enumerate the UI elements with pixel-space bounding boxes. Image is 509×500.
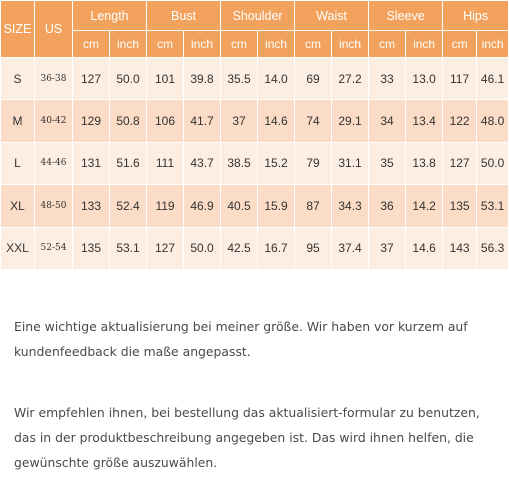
shoulder-header: Shoulder [221, 1, 295, 31]
size-chart-body [1, 58, 509, 270]
measurement-cell: 56.3 [477, 227, 509, 269]
size-header: SIZE [1, 1, 35, 58]
us-size-cell: 48-50 [35, 185, 73, 227]
measurement-cell: 15.9 [258, 185, 295, 227]
unit-row [1, 31, 509, 58]
size-cell: S [1, 58, 35, 100]
measurement-cell: 143 [443, 227, 477, 269]
measurement-cell: 48.0 [477, 100, 509, 142]
measurement-cell: 34.3 [332, 185, 369, 227]
measurement-cell: 79 [295, 142, 332, 184]
measurement-cell: 14.6 [406, 227, 443, 269]
unit-header: inch [332, 31, 369, 58]
measurement-cell: 29.1 [332, 100, 369, 142]
measurement-cell: 53.1 [110, 227, 147, 269]
table-row [1, 227, 509, 269]
size-cell: L [1, 142, 35, 184]
measurement-cell: 74 [295, 100, 332, 142]
measurement-cell: 35 [369, 142, 406, 184]
measurement-cell: 51.6 [110, 142, 147, 184]
measurement-cell: 14.6 [258, 100, 295, 142]
measurement-cell: 36 [369, 185, 406, 227]
measurement-cell: 27.2 [332, 58, 369, 100]
measurement-cell: 135 [73, 227, 110, 269]
measurement-cell: 16.7 [258, 227, 295, 269]
us-size-cell: 40-42 [35, 100, 73, 142]
measurement-cell: 133 [73, 185, 110, 227]
table-row [1, 142, 509, 184]
us-size-cell: 36-38 [35, 58, 73, 100]
measurement-cell: 106 [147, 100, 184, 142]
size-cell: XXL [1, 227, 35, 269]
measurement-cell: 39.8 [184, 58, 221, 100]
measurement-cell: 127 [73, 58, 110, 100]
measurement-cell: 122 [443, 100, 477, 142]
measurement-cell: 50.0 [184, 227, 221, 269]
measurement-cell: 111 [147, 142, 184, 184]
measurement-cell: 50.8 [110, 100, 147, 142]
table-row [1, 58, 509, 100]
sleeve-header: Sleeve [369, 1, 443, 31]
unit-header: inch [184, 31, 221, 58]
measurement-cell: 13.4 [406, 100, 443, 142]
measurement-cell: 127 [147, 227, 184, 269]
size-cell: XL [1, 185, 35, 227]
table-row [1, 100, 509, 142]
measurement-cell: 95 [295, 227, 332, 269]
measurement-cell: 41.7 [184, 100, 221, 142]
unit-header: cm [147, 31, 184, 58]
note-paragraph-1: Eine wichtige aktualisierung bei meiner größe. Wir haben vor kurzem auf kundenfeedback die maße angepasst. [14, 319, 468, 359]
us-size-cell: 44-46 [35, 142, 73, 184]
measurement-cell: 87 [295, 185, 332, 227]
note-paragraph-2: Wir empfehlen ihnen, bei bestellung das aktualisiert-formular zu benutzen, das in der produktbeschreibung angegeben ist. Das wird ihnen helfen, die gewünschte größe auszuwählen. [14, 405, 480, 470]
measurement-cell: 38.5 [221, 142, 258, 184]
measurement-cell: 50.0 [110, 58, 147, 100]
bust-header: Bust [147, 1, 221, 31]
measurement-cell: 37.4 [332, 227, 369, 269]
measurement-cell: 127 [443, 142, 477, 184]
measurement-cell: 117 [443, 58, 477, 100]
unit-header: cm [295, 31, 332, 58]
measurement-cell: 14.2 [406, 185, 443, 227]
measurement-cell: 43.7 [184, 142, 221, 184]
waist-header: Waist [295, 1, 369, 31]
measurement-cell: 31.1 [332, 142, 369, 184]
measurement-cell: 13.0 [406, 58, 443, 100]
size-cell: M [1, 100, 35, 142]
measurement-cell: 15.2 [258, 142, 295, 184]
unit-header: inch [110, 31, 147, 58]
measurement-cell: 37 [369, 227, 406, 269]
measurement-cell: 129 [73, 100, 110, 142]
measurement-cell: 46.9 [184, 185, 221, 227]
unit-header: cm [443, 31, 477, 58]
measurement-cell: 33 [369, 58, 406, 100]
unit-header: inch [477, 31, 509, 58]
measurement-cell: 50.0 [477, 142, 509, 184]
measurement-cell: 35.5 [221, 58, 258, 100]
measurement-cell: 119 [147, 185, 184, 227]
measurement-cell: 42.5 [221, 227, 258, 269]
us-header: US [35, 1, 73, 58]
measurement-cell: 131 [73, 142, 110, 184]
measurement-cell: 37 [221, 100, 258, 142]
table-row [1, 185, 509, 227]
measurement-cell: 101 [147, 58, 184, 100]
measurement-cell: 14.0 [258, 58, 295, 100]
measurement-cell: 69 [295, 58, 332, 100]
unit-header: cm [369, 31, 406, 58]
measurement-cell: 52.4 [110, 185, 147, 227]
measurement-cell: 40.5 [221, 185, 258, 227]
measurement-cell: 13.8 [406, 142, 443, 184]
header-row [1, 1, 509, 31]
hips-header: Hips [443, 1, 509, 31]
unit-header: inch [406, 31, 443, 58]
measurement-cell: 135 [443, 185, 477, 227]
unit-header: inch [258, 31, 295, 58]
measurement-cell: 34 [369, 100, 406, 142]
unit-header: cm [221, 31, 258, 58]
us-size-cell: 52-54 [35, 227, 73, 269]
unit-header: cm [73, 31, 110, 58]
length-header: Length [73, 1, 147, 31]
measurement-cell: 46.1 [477, 58, 509, 100]
measurement-cell: 53.1 [477, 185, 509, 227]
